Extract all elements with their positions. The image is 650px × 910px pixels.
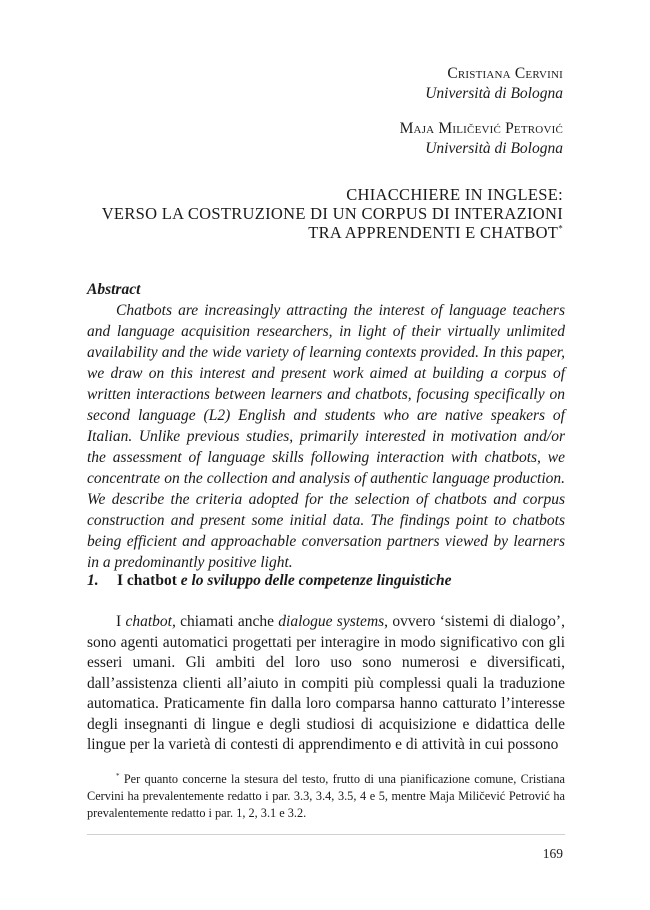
footnote-marker: *	[116, 771, 120, 780]
author-name: Maja Miličević Petrović	[399, 120, 563, 137]
title-line-3	[102, 223, 563, 242]
section-heading	[87, 571, 565, 591]
body-paragraph	[87, 612, 565, 756]
body-text-3: , ovvero ‘sistemi di dialogo’, sono agenti automatici progettati per interagire in modo significativo con gli esseri umani. Gli ambiti del loro uso sono numerosi e diversificati, dall’assistenza clienti all’aiuto in compiti più complessi quali la traduzione automatica. Praticamente fin dalla loro comparsa hanno catturato l’interesse degli insegnanti di lingue e degli studiosi di acquisizione e didattica delle lingue per la varietà di contesti di apprendimento e di attività in cui possono	[87, 613, 565, 753]
title-footnote-marker: *	[558, 223, 563, 234]
body-text-2: chiamati anche	[175, 613, 279, 630]
body-text-1: I	[116, 613, 126, 630]
abstract	[87, 279, 565, 573]
abstract-text: Chatbots are increasingly attracting the interest of language teachers and language acquisition researchers, in light of their virtually unlimited availability and the wide variety of learning contexts provided. In this paper, we draw on this interest and present work aimed at building a corpus of written interactions between learners and chatbots, focusing specifically on second language (L2) English and students who are native speakers of Italian. Unlike previous studies, primarily interested in motivation and/or the assessment of language skills following interaction with chatbots, we concentrate on the collection and analysis of authentic language production. We describe the criteria adopted for the selection of chatbots and corpus construction and present some initial data. The findings point to chatbots being efficient and approachable conversation partners viewed by learners in a predominantly positive light.	[87, 302, 565, 571]
page-number: 169	[542, 846, 563, 861]
paper-title	[102, 185, 563, 242]
body-em-chatbot: chatbot,	[125, 613, 176, 630]
authors-block	[400, 64, 563, 174]
footnote	[87, 771, 565, 822]
title-line-1: CHIACCHIERE IN INGLESE:	[346, 185, 563, 204]
author-2	[400, 119, 563, 159]
section-title-italic: e lo sviluppo delle competenze linguistiche	[176, 572, 452, 589]
author-affiliation: Università di Bologna	[425, 85, 563, 102]
section-title-roman: I chatbot	[117, 572, 177, 589]
title-line-2: VERSO LA COSTRUZIONE DI UN CORPUS DI INTERAZIONI	[101, 204, 563, 223]
abstract-heading: Abstract	[87, 281, 141, 298]
footer-divider	[87, 834, 565, 835]
author-name: Cristiana Cervini	[447, 65, 563, 82]
author-1	[400, 64, 563, 104]
title-line-3-text: TRA APPRENDENTI E CHATBOT	[308, 223, 559, 242]
author-affiliation: Università di Bologna	[425, 140, 563, 157]
section-number: 1.	[87, 572, 99, 589]
body-em-dialogue-systems: dialogue systems	[278, 613, 385, 630]
footnote-text: Per quanto concerne la stesura del testo, frutto di una pianificazione comune, Cristiana Cervini ha prevalentemente redatto i par. 3.3, 3.4, 3.5, 4 e 5, mentre Maja Miličević Petrović ha prevalentemente redatto i par. 1, 2, 3.1 e 3.2.	[87, 772, 565, 820]
